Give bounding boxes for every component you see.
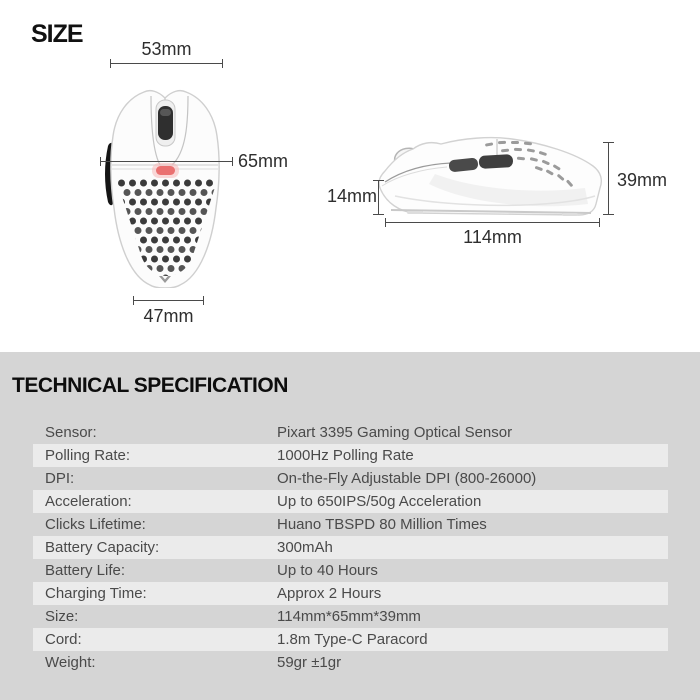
dim-line-length [100, 161, 233, 162]
spec-row-sensor [33, 421, 668, 444]
spec-label: Weight: [45, 654, 96, 671]
size-section-title: SIZE [31, 20, 83, 48]
spec-label: Size: [45, 608, 79, 625]
dim-label-rear-height: 39mm [617, 170, 668, 190]
dpi-indicator-light [156, 166, 175, 175]
spec-value: 59gr ±1gr [277, 654, 342, 671]
dim-line-rear-height [608, 142, 609, 215]
spec-row-cord [33, 628, 668, 651]
spec-row-battery-life [33, 559, 668, 582]
spec-row-polling-rate [33, 444, 668, 467]
dim-line-top-width [110, 63, 223, 64]
dim-line-base-length [385, 222, 600, 223]
spec-value: 1000Hz Polling Rate [277, 447, 414, 464]
spec-value: 1.8m Type-C Paracord [277, 631, 428, 648]
spec-row-size [33, 605, 668, 628]
dim-label-bottom-width: 47mm [143, 306, 194, 326]
spec-value: 114mm*65mm*39mm [277, 608, 421, 625]
mouse-side-view-illustration [377, 136, 604, 220]
spec-row-dpi [33, 467, 668, 490]
spec-value: Approx 2 Hours [277, 585, 382, 602]
spec-label: Polling Rate: [45, 447, 131, 464]
spec-label: DPI: [45, 470, 75, 487]
spec-value: On-the-Fly Adjustable DPI (800-26000) [277, 470, 537, 487]
spec-label: Battery Life: [45, 562, 126, 579]
spec-label: Cord: [45, 631, 82, 648]
spec-value: 300mAh [277, 539, 333, 556]
spec-label: Clicks Lifetime: [45, 516, 146, 533]
dim-label-front-height: 14mm [327, 186, 378, 206]
spec-label: Battery Capacity: [45, 539, 160, 556]
dim-label-base-length: 114mm [463, 227, 522, 247]
dim-line-bottom-width [133, 300, 204, 301]
spec-section-title: TECHNICAL SPECIFICATION [12, 374, 288, 397]
dim-line-front-height [378, 180, 379, 215]
spec-row-battery-capacity [33, 536, 668, 559]
dim-label-length: 65mm [238, 151, 289, 171]
spec-label: Charging Time: [45, 585, 147, 602]
spec-label: Acceleration: [45, 493, 132, 510]
mouse-top-view-illustration [104, 86, 226, 288]
spec-row-clicks-lifetime [33, 513, 668, 536]
spec-row-weight [33, 651, 668, 674]
spec-value: Up to 40 Hours [277, 562, 378, 579]
dim-label-top-width: 53mm [141, 39, 192, 59]
spec-row-charging-time [33, 582, 668, 605]
spec-value: Pixart 3395 Gaming Optical Sensor [277, 424, 513, 441]
spec-row-acceleration [33, 490, 668, 513]
spec-label: Sensor: [45, 424, 97, 441]
spec-value: Huano TBSPD 80 Million Times [277, 516, 487, 533]
spec-table [33, 421, 668, 674]
spec-value: Up to 650IPS/50g Acceleration [277, 493, 482, 510]
